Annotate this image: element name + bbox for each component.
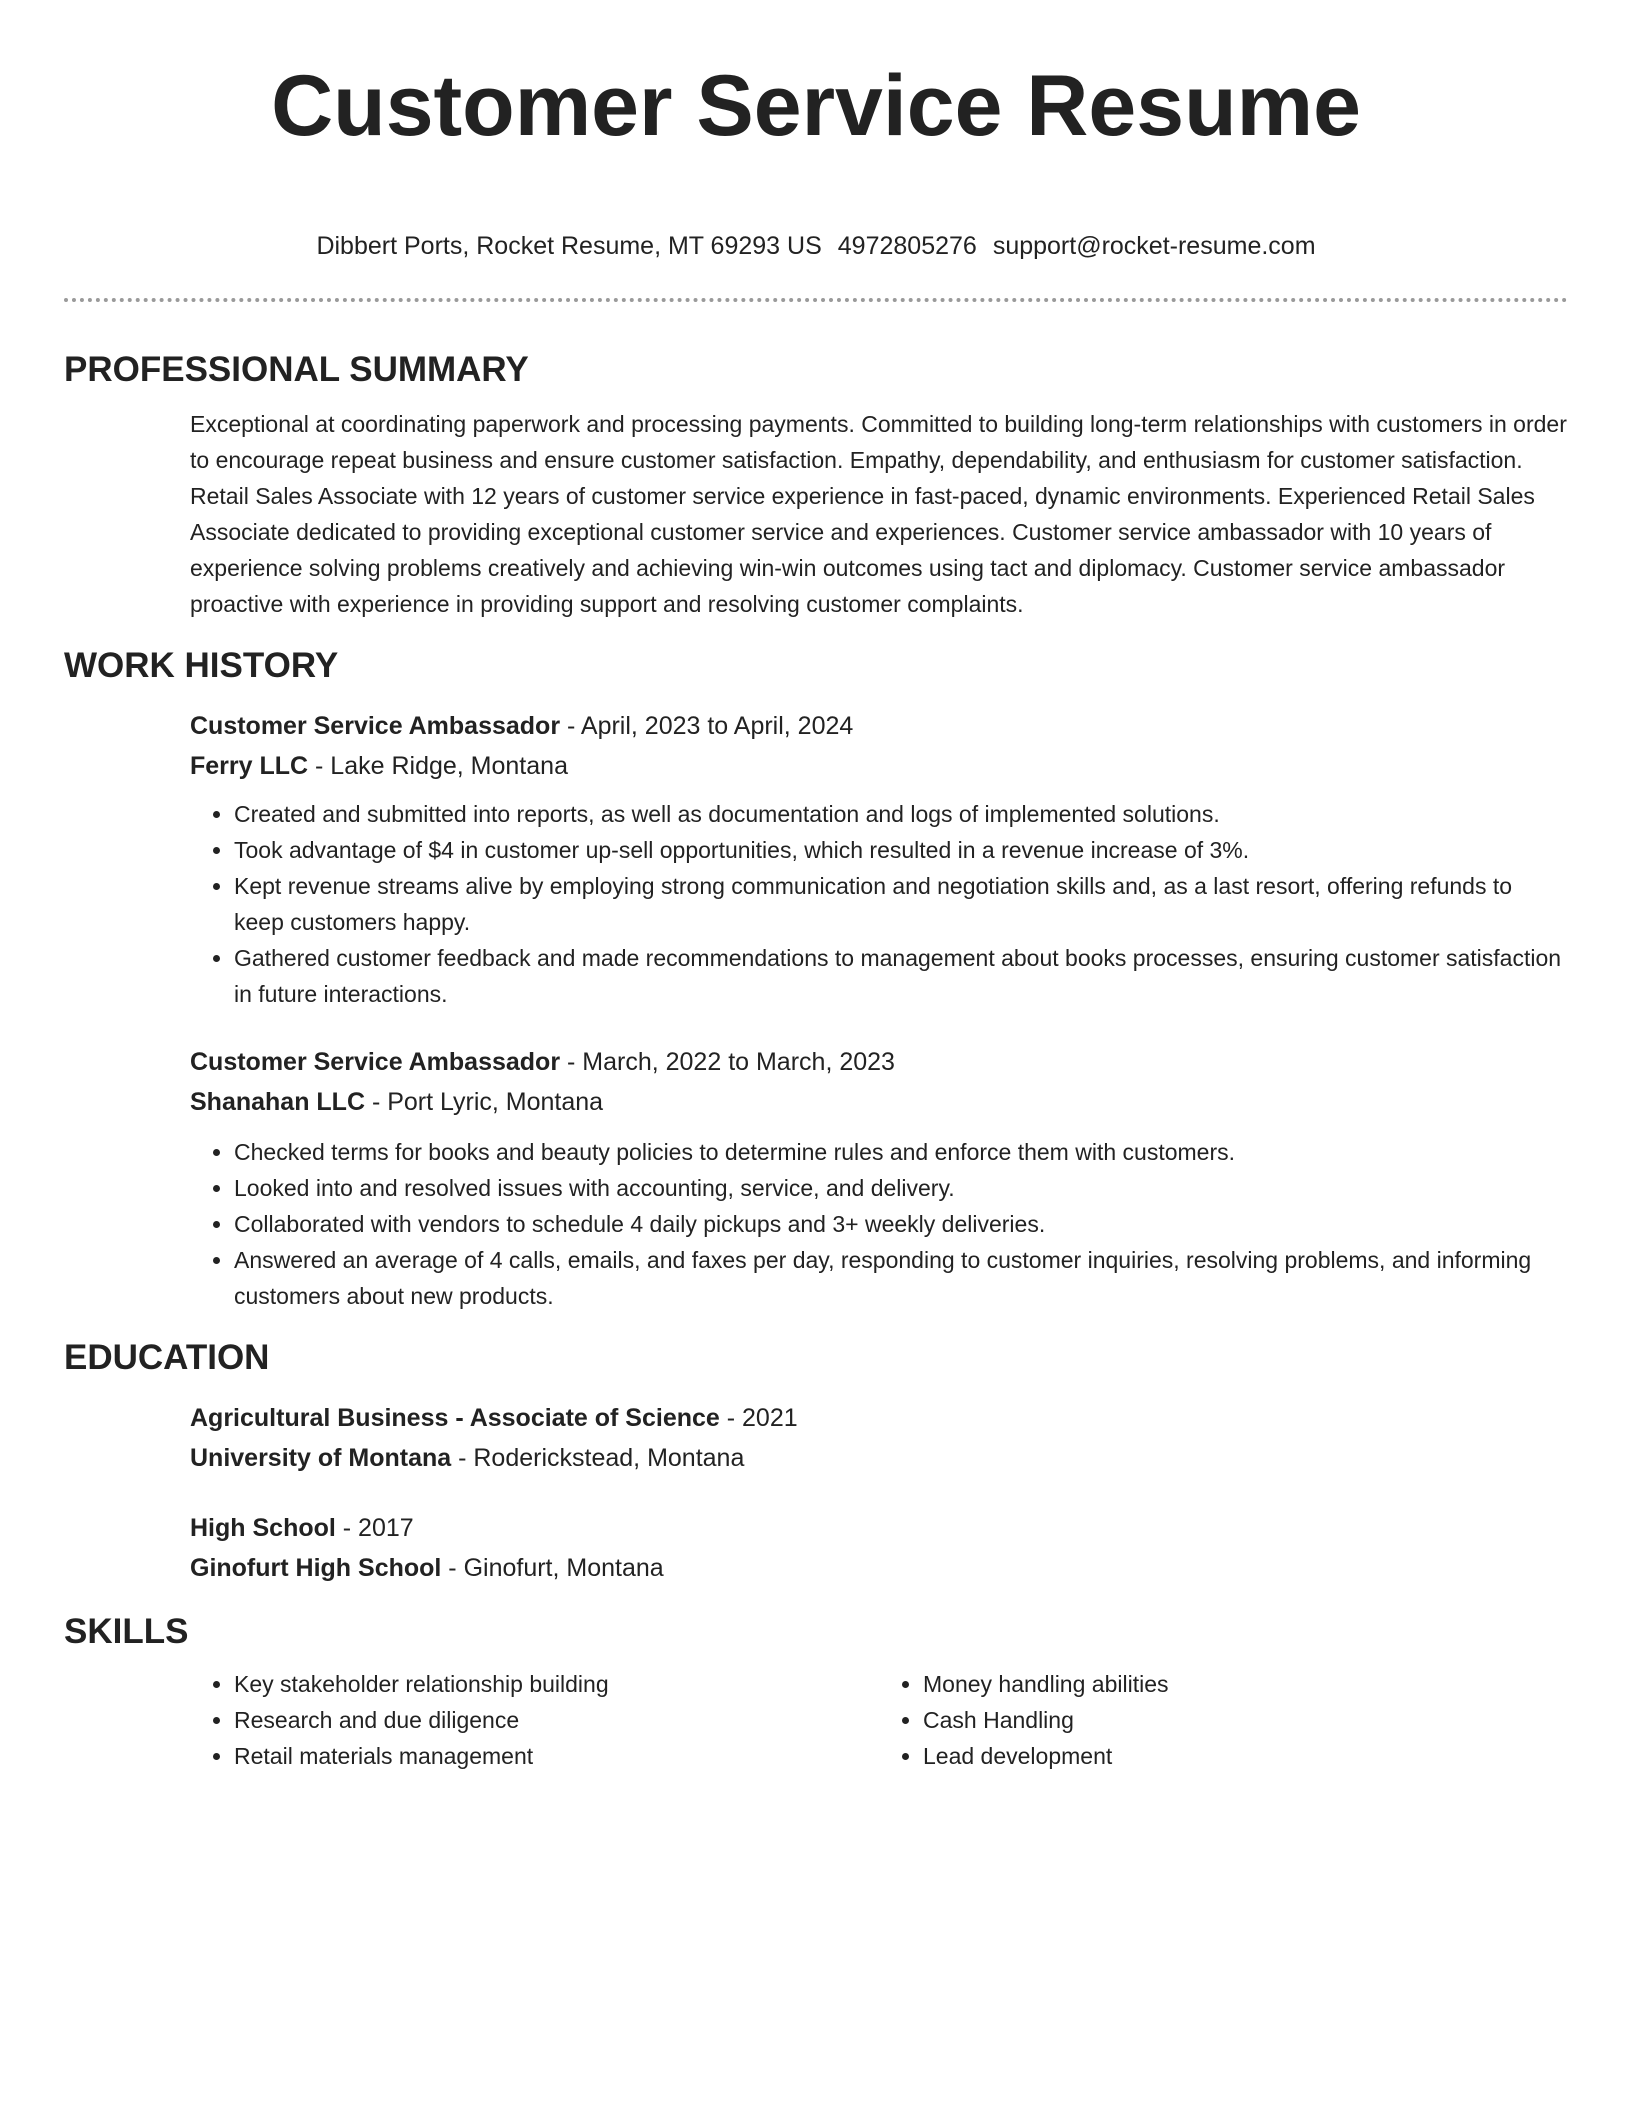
job-role: Customer Service Ambassador: [190, 1048, 561, 1076]
skills-grid: [190, 1666, 1568, 1774]
summary-text: Exceptional at coordinating paperwork and processing payments. Committed to building long-term relationships with customers in order to encourage repeat business and ensure customer satisfaction. Empathy, dependability, and enthusiasm for customer satisfaction. Retail Sales Associate with 12 years of customer service experience in fast-paced, dynamic environments. Experienced Retail Sales Associate dedicated to providing exceptional customer service and experiences. Customer service ambassador with 10 years of experience solving problems creatively and achieving win-win outcomes using tact and diplomacy. Customer service ambassador proactive with experience in providing support and resolving customer complaints.: [190, 411, 1567, 617]
education-year: - 2017: [335, 1514, 414, 1542]
job-entry: [190, 1042, 1568, 1314]
education-location: - Roderickstead, Montana: [451, 1444, 745, 1472]
skill-item: • Money handling abilities: [923, 1666, 1568, 1702]
job-title-line: [190, 706, 1568, 746]
job-bullet: • Checked terms for books and beauty policies to determine rules and enforce them with customers.: [234, 1134, 1568, 1170]
education-degree: Agricultural Business - Associate of Science: [190, 1404, 720, 1432]
skills-list-right: [879, 1666, 1568, 1774]
job-bullets: [190, 1134, 1568, 1314]
section-title-summary: PROFESSIONAL SUMMARY: [64, 350, 529, 389]
job-bullet: • Looked into and resolved issues with accounting, service, and delivery.: [234, 1170, 1568, 1206]
summary-block: [190, 406, 1568, 622]
skill-item: • Lead development: [923, 1738, 1568, 1774]
skill-item: • Research and due diligence: [234, 1702, 879, 1738]
job-dates: - April, 2023 to April, 2024: [560, 712, 854, 740]
education-degree-line: [190, 1398, 1568, 1438]
job-location: - Lake Ridge, Montana: [308, 752, 568, 780]
job-entry: [190, 706, 1568, 1012]
job-role: Customer Service Ambassador: [190, 712, 561, 740]
job-dates: - March, 2022 to March, 2023: [560, 1048, 895, 1076]
job-bullets: [190, 796, 1568, 1012]
contact-address: Dibbert Ports, Rocket Resume, MT 69293 US: [316, 232, 822, 260]
job-bullet: • Collaborated with vendors to schedule 4 daily pickups and 3+ weekly deliveries.: [234, 1206, 1568, 1242]
job-bullet: • Answered an average of 4 calls, emails, and faxes per day, responding to customer inquiries, resolving problems, and informing customers about new products.: [234, 1242, 1568, 1314]
job-bullet: • Gathered customer feedback and made recommendations to management about books processes, ensuring customer satisfaction in future interactions.: [234, 940, 1568, 1012]
section-title-education: EDUCATION: [64, 1338, 270, 1377]
job-company-line: [190, 1082, 1568, 1122]
education-school: University of Montana: [190, 1444, 452, 1472]
education-school-line: [190, 1438, 1568, 1478]
job-title-line: [190, 1042, 1568, 1082]
job-bullet: • Created and submitted into reports, as well as documentation and logs of implemented solutions.: [234, 796, 1568, 832]
skill-item: • Cash Handling: [923, 1702, 1568, 1738]
education-school: Ginofurt High School: [190, 1554, 442, 1582]
job-bullet: • Kept revenue streams alive by employing strong communication and negotiation skills and, as a last resort, offering refunds to keep customers happy.: [234, 868, 1568, 940]
skill-item: • Retail materials management: [234, 1738, 879, 1774]
job-location: - Port Lyric, Montana: [365, 1088, 604, 1116]
section-title-skills: SKILLS: [64, 1612, 189, 1651]
skill-item: • Key stakeholder relationship building: [234, 1666, 879, 1702]
contact-phone: 4972805276: [837, 232, 977, 260]
education-degree-line: [190, 1508, 1568, 1548]
job-company: Ferry LLC: [190, 752, 309, 780]
education-year: - 2021: [719, 1404, 798, 1432]
skills-list-left: [190, 1666, 879, 1774]
education-degree: High School: [190, 1514, 336, 1542]
section-title-work-history: WORK HISTORY: [64, 646, 339, 685]
education-school-line: [190, 1548, 1568, 1588]
education-entry: [190, 1398, 1568, 1478]
education-entry: [190, 1508, 1568, 1588]
job-company: Shanahan LLC: [190, 1088, 366, 1116]
job-bullet: • Took advantage of $4 in customer up-sell opportunities, which resulted in a revenue increase of 3%.: [234, 832, 1568, 868]
header-divider: [64, 298, 1568, 302]
contact-email: support@rocket-resume.com: [992, 232, 1316, 260]
education-location: - Ginofurt, Montana: [441, 1554, 664, 1582]
resume-title: Customer Service Resume: [271, 58, 1361, 154]
job-company-line: [190, 746, 1568, 786]
contact-line: [64, 226, 1568, 266]
